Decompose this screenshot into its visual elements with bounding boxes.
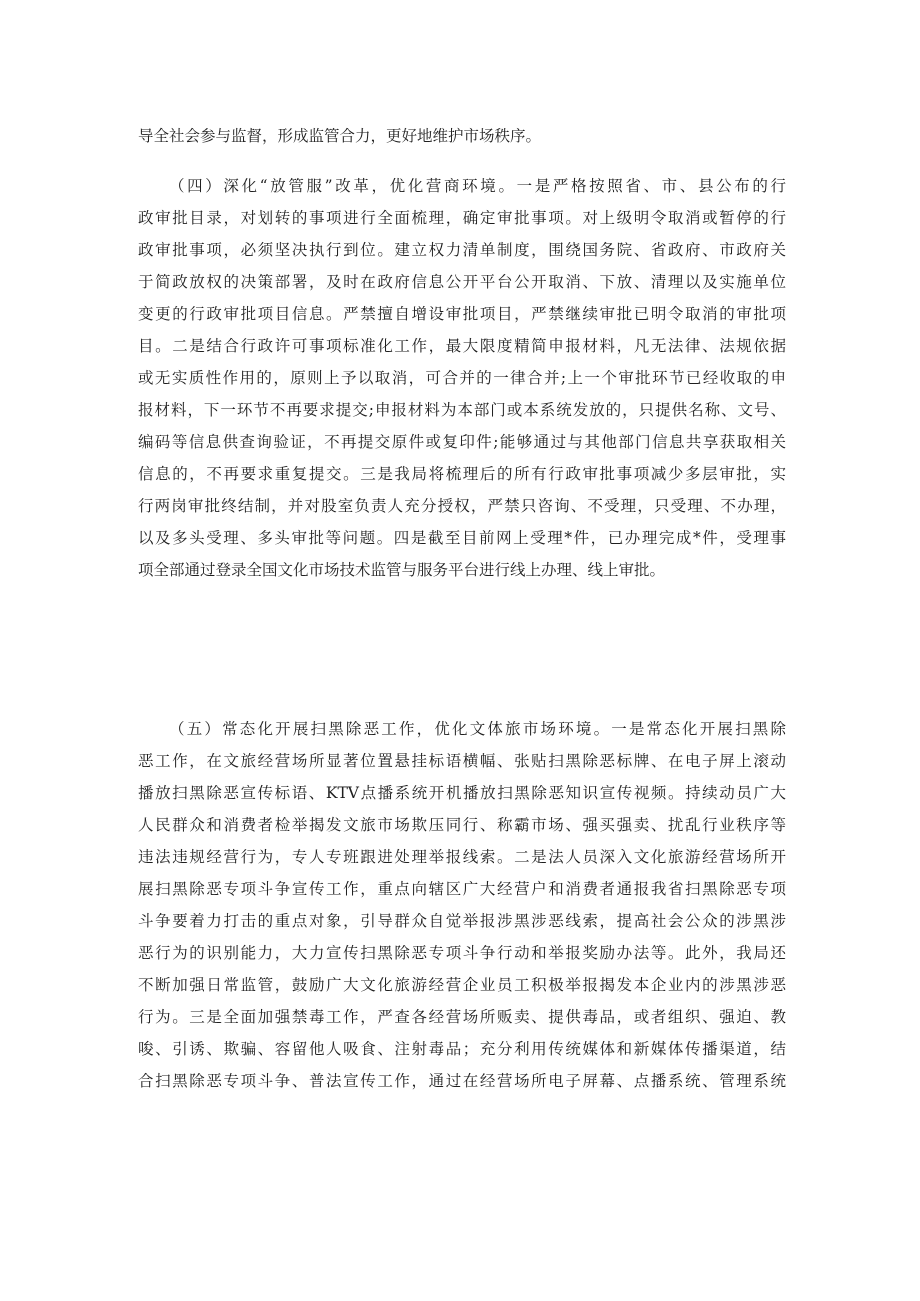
paragraph-line: 人民群众和消费者检举揭发文旅市场欺压同行、称霸市场、强买强卖、扰乱行业秩序等 xyxy=(138,816,786,834)
paragraph-line: 项全部通过登录全国文化市场技术监管与服务平台进行线上办理、线上审批。 xyxy=(138,561,666,579)
paragraph-line: 目。二是结合行政许可事项标准化工作，最大限度精简申报材料，凡无法律、法规依据 xyxy=(138,337,786,355)
paragraph-line: 唆、引诱、欺骗、容留他人吸食、注射毒品；充分利用传统媒体和新媒体传播渠道，结 xyxy=(138,1040,786,1058)
paragraph-line: 展扫黑除恶专项斗争宣传工作，重点向辖区广大经营户和消费者通报我省扫黑除恶专项 xyxy=(138,880,786,898)
paragraph-line: 或无实质性作用的，原则上予以取消，可合并的一律合并;上一个审批环节已经收取的申 xyxy=(138,369,786,387)
paragraph-line: 行两岗审批终结制，并对股室负责人充分授权，严禁只咨询、不受理，只受理、不办理， xyxy=(138,497,786,515)
paragraph-line: 编码等信息供查询验证，不再提交原件或复印件;能够通过与其他部门信息共享获取相关 xyxy=(138,433,786,451)
intro-paragraph xyxy=(138,120,786,152)
paragraph-line: 播放扫黑除恶宣传标语、KTV点播系统开机播放扫黑除恶知识宣传视频。持续动员广大 xyxy=(138,784,786,802)
paragraph-line: 于简政放权的决策部署，及时在政府信息公开平台公开取消、下放、清理以及实施单位 xyxy=(138,273,786,291)
paragraph-line: 信息的，不再要求重复提交。三是我局将梳理后的所有行政审批事项减少多层审批，实 xyxy=(138,465,786,483)
paragraph-line: 合扫黑除恶专项斗争、普法宣传工作，通过在经营场所电子屏幕、点播系统、管理系统 xyxy=(138,1072,786,1090)
paragraph-line: 违法违规经营行为，专人专班跟进处理举报线索。二是法人员深入文化旅游经营场所开 xyxy=(138,848,786,866)
paragraph-line: 导全社会参与监督，形成监管合力，更好地维护市场秩序。 xyxy=(138,127,542,145)
paragraph-line: （五）常态化开展扫黑除恶工作，优化文体旅市场环境。一是常态化开展扫黑除 xyxy=(169,720,786,738)
paragraph-line: （四）深化“放管服”改革，优化营商环境。一是严格按照省、市、县公布的行 xyxy=(169,177,786,195)
paragraph-line: 恶工作，在文旅经营场所显著位置悬挂标语横幅、张贴扫黑除恶标牌、在电子屏上滚动 xyxy=(138,752,786,770)
paragraph-line: 政审批目录，对划转的事项进行全面梳理，确定审批事项。对上级明令取消或暂停的行 xyxy=(138,209,786,227)
paragraph-line: 政审批事项，必须坚决执行到位。建立权力清单制度，围绕国务院、省政府、市政府关 xyxy=(138,241,786,259)
paragraph-line: 报材料，下一环节不再要求提交;申报材料为本部门或本系统发放的，只提供名称、文号、 xyxy=(138,401,786,419)
paragraph-line: 变更的行政审批项目信息。严禁擅自增设审批项目，严禁继续审批已明令取消的审批项 xyxy=(138,305,786,323)
paragraph-line: 以及多头受理、多头审批等问题。四是截至目前网上受理*件，已办理完成*件，受理事 xyxy=(138,529,786,547)
paragraph-line: 恶行为的识别能力，大力宣传扫黑除恶专项斗争行动和举报奖励办法等。此外，我局还 xyxy=(138,944,786,962)
paragraph-line: 不断加强日常监管，鼓励广大文化旅游经营企业员工积极举报揭发本企业内的涉黑涉恶 xyxy=(138,976,786,994)
paragraph-line: 行为。三是全面加强禁毒工作，严查各经营场所贩卖、提供毒品，或者组织、强迫、教 xyxy=(138,1008,786,1026)
section-four-paragraph xyxy=(138,170,786,586)
paragraph-line: 斗争要着力打击的重点对象，引导群众自觉举报涉黑涉恶线索，提高社会公众的涉黑涉 xyxy=(138,912,786,930)
section-five-paragraph xyxy=(138,713,786,1097)
